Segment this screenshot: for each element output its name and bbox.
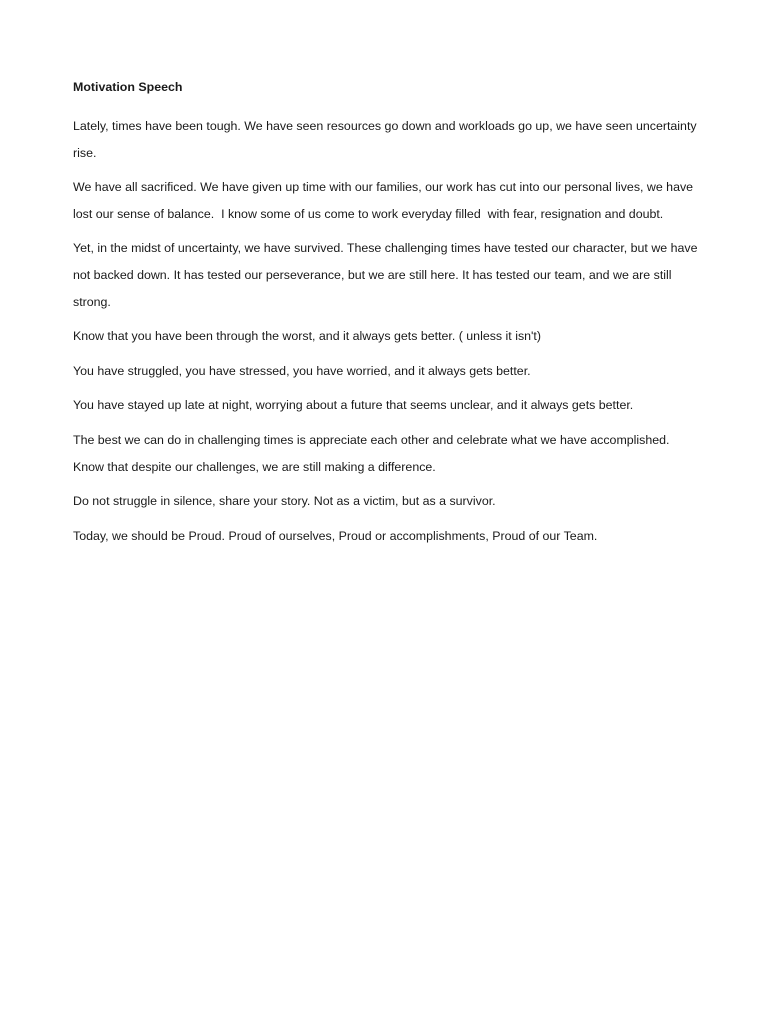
paragraph-9: Today, we should be Proud. Proud of ourselves, Proud or accomplishments, Proud of our Team. — [73, 528, 598, 543]
paragraph-2: We have all sacrificed. We have given up time with our families, our work has cut into our personal lives, we have lost our sense of balance. I know some of us come to work everyday filled with fear, resignation and doubt. — [73, 180, 694, 221]
paragraph-8: Do not struggle in silence, share your story. Not as a victim, but as a survivor. — [73, 494, 496, 509]
paragraph-5: You have struggled, you have stressed, you have worried, and it always gets better. — [73, 363, 531, 378]
document-title: Motivation Speech — [73, 80, 183, 94]
paragraph-4: Know that you have been through the worst, and it always gets better. ( unless it isn't) — [73, 329, 541, 344]
paragraph-1: Lately, times have been tough. We have seen resources go down and workloads go up, we have seen uncertainty rise. — [73, 119, 697, 160]
paragraph-3: Yet, in the midst of uncertainty, we have survived. These challenging times have tested our character, but we have not backed down. It has tested our perseverance, but we are still here. It has tested our team, and we are still strong. — [73, 241, 698, 309]
paragraph-6: You have stayed up late at night, worrying about a future that seems unclear, and it always gets better. — [73, 398, 634, 413]
paragraph-7: The best we can do in challenging times is appreciate each other and celebrate what we have accomplished. Know that despite our challenges, we are still making a difference. — [73, 432, 670, 474]
document-body — [73, 79, 703, 557]
